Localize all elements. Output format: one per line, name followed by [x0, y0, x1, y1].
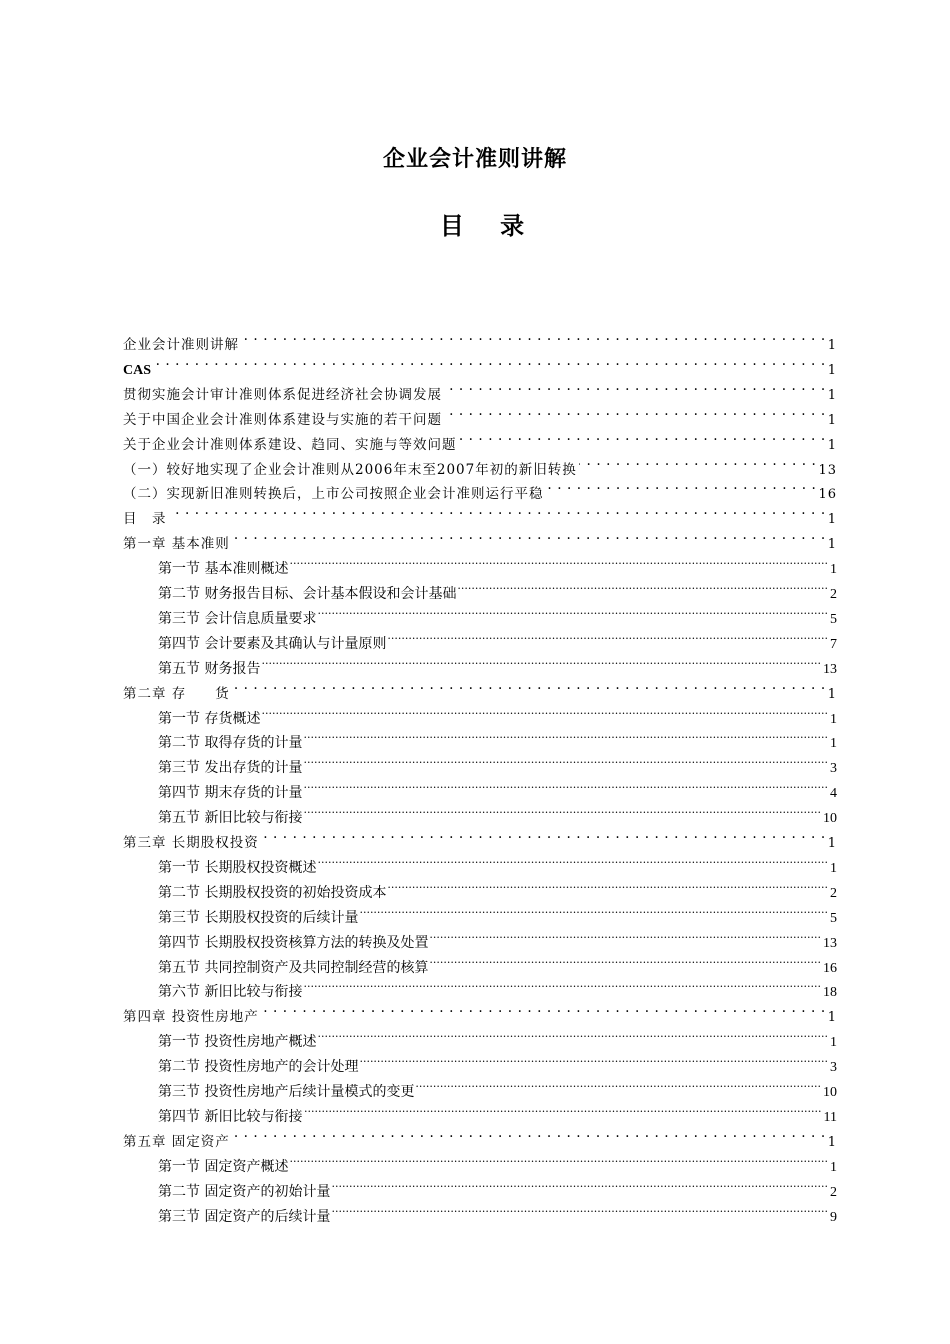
toc-entry-label: 第二章 存 货: [123, 685, 230, 702]
toc-entry-page-number: 4: [830, 786, 837, 802]
dot-leader: [262, 648, 821, 673]
toc-entry-section[interactable]: [158, 598, 837, 627]
toc-entry-chapter[interactable]: [123, 324, 837, 353]
toc-entry-page-number: 13: [823, 935, 837, 951]
toc-entry-section[interactable]: [158, 648, 837, 677]
dot-leader: [304, 722, 828, 747]
toc-entry-section[interactable]: [158, 1046, 837, 1076]
dot-leader: [444, 374, 826, 399]
toc-entry-page-number: 2: [830, 1184, 837, 1200]
toc-entry-label: 目 录: [123, 511, 167, 528]
toc-entry-label: 第三节 会计信息质量要求: [158, 610, 317, 627]
toc-entry-chapter[interactable]: [123, 498, 837, 528]
toc-entry-page-number: 1: [827, 1010, 837, 1026]
toc-entry-label: 第三节 固定资产的后续计量: [158, 1208, 331, 1225]
dot-leader: [388, 623, 828, 648]
toc-entry-page-number: 2: [830, 587, 837, 602]
toc-entry-chapter[interactable]: [123, 996, 837, 1026]
dot-leader: [261, 822, 826, 847]
toc-entry-section[interactable]: [158, 698, 837, 727]
toc-entry-section[interactable]: [158, 947, 837, 976]
toc-entry-label: 第四节 长期股权投资核算方法的转换及处置: [158, 934, 429, 951]
toc-entry-section[interactable]: [158, 573, 837, 602]
dot-leader: [459, 424, 826, 449]
dot-leader: [169, 498, 826, 523]
toc-entry-label: 第一章 基本准则: [123, 536, 230, 553]
toc-entry-page-number: 18: [823, 985, 837, 1001]
dot-leader: [304, 1096, 821, 1121]
toc-entry-label: 第二节 取得存货的计量: [158, 735, 303, 752]
toc-entry-label: 第一节 基本准则概述: [158, 561, 289, 578]
toc-entry-page-number: 1: [830, 1159, 837, 1175]
toc-entry-page-number: 5: [830, 611, 837, 627]
toc-entry-section[interactable]: [158, 971, 837, 1001]
toc-entry-section[interactable]: [158, 1146, 837, 1175]
toc-entry-label: 第五章 固定资产: [123, 1133, 230, 1150]
toc-entry-label: （二）实现新旧准则转换后，上市公司按照企业会计准则运行平稳: [123, 486, 544, 503]
toc-entry-page-number: 1: [830, 711, 837, 727]
toc-entry-label: （一）较好地实现了企业会计准则从2006年末至2007年初的新旧转换: [123, 461, 577, 478]
toc-entry-chapter[interactable]: [123, 399, 837, 428]
dot-leader: [304, 797, 821, 822]
toc-entry-section[interactable]: [158, 1021, 837, 1051]
dot-leader: [290, 1146, 828, 1171]
toc-entry-page-number: 1: [827, 338, 837, 353]
toc-entry-chapter[interactable]: [123, 449, 837, 478]
toc-entry-label: 第二节 财务报告目标、会计基本假设和会计基础: [158, 586, 457, 602]
toc-entry-page-number: 1: [830, 860, 837, 876]
toc-entry-chapter[interactable]: [123, 424, 837, 453]
toc-entry-page-number: 13: [818, 462, 837, 478]
toc-entry-label: 第五节 新旧比较与衔接: [158, 810, 303, 827]
toc-entry-page-number: 1: [827, 1134, 837, 1150]
toc-entry-label: 第一节 存货概述: [158, 710, 261, 727]
dot-leader: [232, 673, 826, 698]
toc-entry-label: CAS: [123, 362, 152, 378]
toc-entry-chapter[interactable]: [123, 673, 837, 702]
toc-entry-section[interactable]: [158, 548, 837, 578]
dot-leader: [153, 349, 826, 374]
dot-leader: [579, 449, 817, 474]
toc-entry-page-number: 3: [830, 761, 837, 777]
dot-leader: [430, 947, 821, 972]
toc-entry-page-number: 3: [830, 1060, 837, 1076]
toc-entry-label: 关于中国企业会计准则体系建设与实施的若干问题: [123, 411, 442, 428]
dot-leader: [332, 1196, 828, 1221]
toc-entry-page-number: 16: [823, 960, 837, 976]
toc-entry-page-number: 9: [830, 1209, 837, 1225]
toc-entry-page-number: 1: [827, 512, 837, 528]
toc-entry-label: 第六节 新旧比较与衔接: [158, 984, 303, 1001]
dot-leader: [318, 847, 828, 872]
dot-leader: [546, 473, 817, 498]
toc-entry-page-number: 1: [827, 686, 837, 702]
toc-entry-chapter[interactable]: [123, 1121, 837, 1150]
toc-entry-section[interactable]: [158, 772, 837, 802]
toc-entry-page-number: 10: [823, 811, 837, 827]
toc-entry-page-number: 1: [827, 836, 837, 851]
toc-entry-label: 第五节 财务报告: [158, 660, 261, 677]
toc-entry-label: 第五节 共同控制资产及共同控制经营的核算: [158, 959, 429, 976]
toc-entry-chapter[interactable]: [123, 349, 837, 378]
dot-leader: [360, 1046, 828, 1071]
dot-leader: [444, 399, 826, 424]
toc-entry-label: 第三节 发出存货的计量: [158, 760, 303, 777]
toc-entry-page-number: 1: [827, 537, 837, 553]
toc-heading: 目 录: [439, 212, 539, 240]
dot-leader: [241, 324, 826, 349]
toc-entry-label: 企业会计准则讲解: [123, 337, 239, 353]
toc-entry-label: 贯彻实施会计审计准则体系促进经济社会协调发展: [123, 386, 442, 403]
dot-leader: [304, 747, 828, 772]
toc-entry-chapter[interactable]: [123, 473, 837, 503]
toc-entry-label: 第二节 投资性房地产的会计处理: [158, 1059, 359, 1076]
document-title: 企业会计准则讲解: [382, 147, 567, 172]
dot-leader: [262, 698, 828, 723]
toc-entry-section[interactable]: [158, 1071, 837, 1100]
toc-entry-chapter[interactable]: [123, 374, 837, 403]
dot-leader: [360, 897, 828, 922]
dot-leader: [304, 971, 821, 996]
toc-entry-label: 第一节 长期股权投资概述: [158, 859, 317, 876]
toc-entry-section[interactable]: [158, 1096, 837, 1125]
toc-entry-section[interactable]: [158, 623, 837, 652]
toc-entry-section[interactable]: [158, 797, 837, 827]
dot-leader: [318, 598, 828, 623]
toc-entry-page-number: 13: [823, 661, 837, 677]
toc-entry-page-number: 16: [818, 487, 837, 503]
toc-entry-page-number: 1: [830, 736, 837, 752]
dot-leader: [232, 1121, 826, 1146]
toc-entry-section[interactable]: [158, 872, 837, 901]
dot-leader: [388, 872, 828, 897]
toc-entry-page-number: 2: [830, 885, 837, 901]
toc-entry-label: 第三章 长期股权投资: [123, 835, 259, 851]
toc-entry-label: 第一节 投资性房地产概述: [158, 1034, 317, 1051]
dot-leader: [232, 523, 826, 548]
dot-leader: [332, 1171, 828, 1196]
toc-entry-section[interactable]: [158, 1196, 837, 1225]
dot-leader: [416, 1071, 821, 1096]
toc-entry-label: 第四节 会计要素及其确认与计量原则: [158, 635, 387, 652]
toc-entry-page-number: 1: [830, 1035, 837, 1051]
toc-entry-label: 第二节 长期股权投资的初始投资成本: [158, 884, 387, 901]
toc-entry-section[interactable]: [158, 897, 837, 926]
toc-entry-label: 第二节 固定资产的初始计量: [158, 1183, 331, 1200]
toc-entry-label: 第四节 新旧比较与衔接: [158, 1108, 303, 1125]
dot-leader: [261, 996, 826, 1021]
toc-entry-label: 第四章 投资性房地产: [123, 1009, 259, 1026]
toc-entry-label: 第一节 固定资产概述: [158, 1158, 289, 1175]
toc-entry-page-number: 1: [830, 562, 837, 578]
toc-entry-chapter[interactable]: [123, 822, 837, 851]
toc-entry-page-number: 11: [823, 1109, 837, 1125]
toc-entry-page-number: 5: [830, 910, 837, 926]
dot-leader: [304, 772, 828, 797]
toc-entry-page-number: 10: [823, 1085, 837, 1100]
toc-entry-page-number: 1: [827, 387, 837, 403]
toc-entry-section[interactable]: [158, 922, 837, 951]
toc-entry-label: 第四节 期末存货的计量: [158, 785, 303, 802]
toc-entry-chapter[interactable]: [123, 523, 837, 553]
toc-entry-section[interactable]: [158, 722, 837, 752]
toc-entry-page-number: 1: [827, 362, 837, 378]
toc-entry-page-number: 1: [827, 412, 837, 428]
toc-entry-section[interactable]: [158, 747, 837, 777]
toc-entry-section[interactable]: [158, 1171, 837, 1200]
dot-leader: [430, 922, 821, 947]
toc-entry-page-number: 1: [827, 437, 837, 453]
dot-leader: [318, 1021, 828, 1046]
dot-leader: [458, 573, 828, 598]
toc-entry-page-number: 7: [830, 636, 837, 652]
toc-entry-label: 第三节 长期股权投资的后续计量: [158, 909, 359, 926]
toc-entry-label: 第三节 投资性房地产后续计量模式的变更: [158, 1084, 415, 1100]
toc-entry-label: 关于企业会计准则体系建设、趋同、实施与等效问题: [123, 436, 457, 453]
dot-leader: [290, 548, 828, 573]
toc-entry-section[interactable]: [158, 847, 837, 876]
